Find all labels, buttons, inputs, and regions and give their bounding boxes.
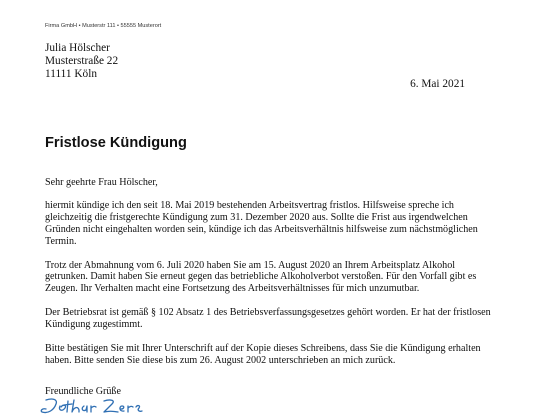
sender-address-line: Firma GmbH • Musterstr 111 • 55555 Musterort bbox=[45, 23, 162, 29]
recipient-street: Musterstraße 22 bbox=[45, 55, 119, 67]
body-paragraph-termination: hiermit kündige ich den seit 18. Mai 2019 bestehenden Arbeitsvertrag fristlos. Hilfsweise spreche ich gleichzeitig die fristgerechte Kündigung zum 31. Dezember 2020 aus. Sollte die Frist aus irgendwelchen Gründen nicht eingehalten worden sein, kündige ich das Arbeitsverhältnis hilfsweise zum nächstmöglichen Termin. bbox=[45, 199, 478, 247]
letter-date: 6. Mai 2021 bbox=[410, 78, 465, 90]
handwritten-signature bbox=[38, 396, 148, 414]
recipient-name: Julia Hölscher bbox=[45, 42, 110, 54]
body-paragraph-confirmation: Bitte bestätigen Sie mit Ihrer Unterschrift auf der Kopie dieses Schreibens, dass Sie die Kündigung erhalten haben. Bitte senden Sie diese bis zum 26. August 2002 unterschrieben an mich zurück. bbox=[45, 343, 481, 366]
salutation: Sehr geehrte Frau Hölscher, bbox=[45, 177, 158, 188]
body-paragraph-reason: Trotz der Abmahnung vom 6. Juli 2020 haben Sie am 15. August 2020 an Ihrem Arbeitsplatz Alkohol getrunken. Damit haben Sie erneut gegen das betriebliche Alkoholverbot verstoßen. Für den Vorfall gibt es Zeugen. Ihr Verhalten macht eine Fortsetzung des Arbeitsverhältnisses für mich unzumutbar. bbox=[45, 259, 477, 295]
recipient-address bbox=[45, 42, 118, 81]
recipient-city: 11111 Köln bbox=[45, 68, 97, 80]
closing-greeting: Freundliche Grüße bbox=[45, 386, 121, 397]
letter-subject: Fristlose Kündigung bbox=[45, 135, 187, 151]
letter-body bbox=[45, 177, 497, 379]
body-paragraph-works-council: Der Betriebsrat ist gemäß § 102 Absatz 1 des Betriebsverfassungsgesetzes gehört worden. Er hat der fristlosen Kündigung zugestimmt. bbox=[45, 307, 491, 331]
